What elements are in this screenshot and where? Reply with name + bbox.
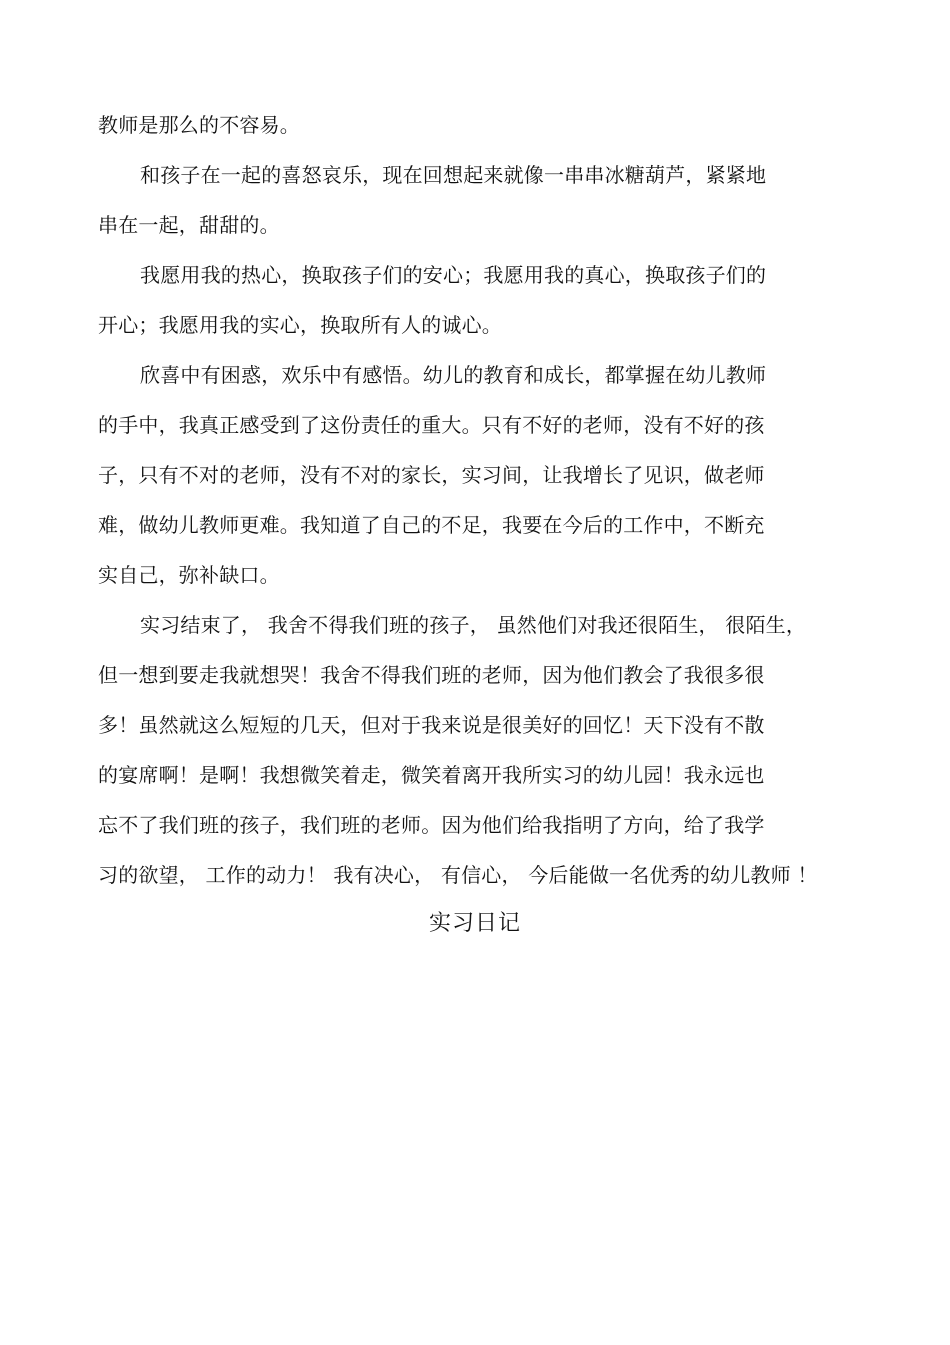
text-line: 我愿用我的热心，换取孩子们的安心；我愿用我的真心，换取孩子们的 (140, 263, 767, 287)
text-line: 开心；我愿用我的实心，换取所有人的诚心。 (98, 313, 502, 337)
text-line: 习的欲望， 工作的动力！ 我有决心， 有信心， 今后能做一名优秀的幼儿教师 ！ (98, 863, 818, 887)
text-line: 的宴席啊！是啊！我想微笑着走，微笑着离开我所实习的幼儿园！我永远也 (98, 763, 765, 787)
text-line: 但一想到要走我就想哭！我舍不得我们班的老师，因为他们教会了我很多很 (98, 663, 765, 687)
text-line: 教师是那么的不容易。 (98, 113, 300, 137)
text-line: 的手中，我真正感受到了这份责任的重大。只有不好的老师，没有不好的孩 (98, 413, 765, 437)
text-line: 子，只有不对的老师，没有不对的家长，实习间，让我增长了见识，做老师 (98, 463, 765, 487)
text-line: 忘不了我们班的孩子，我们班的老师。因为他们给我指明了方向，给了我学 (98, 813, 765, 837)
text-line: 实习结束了， 我舍不得我们班的孩子， 虽然他们对我还很陌生， 很陌生， (140, 613, 807, 637)
text-line: 串在一起，甜甜的。 (98, 213, 280, 237)
text-line: 多！虽然就这么短短的几天，但对于我来说是很美好的回忆！天下没有不散 (98, 713, 765, 737)
text-line: 实自己，弥补缺口。 (98, 563, 280, 587)
text-line: 欣喜中有困惑，欢乐中有感悟。幼儿的教育和成长，都掌握在幼儿教师 (140, 363, 767, 387)
text-line: 难，做幼儿教师更难。我知道了自己的不足，我要在今后的工作中，不断充 (98, 513, 765, 537)
text-line: 和孩子在一起的喜怒哀乐，现在回想起来就像一串串冰糖葫芦，紧紧地 (140, 163, 767, 187)
section-title: 实习日记 (428, 911, 521, 936)
body-text (98, 100, 838, 900)
